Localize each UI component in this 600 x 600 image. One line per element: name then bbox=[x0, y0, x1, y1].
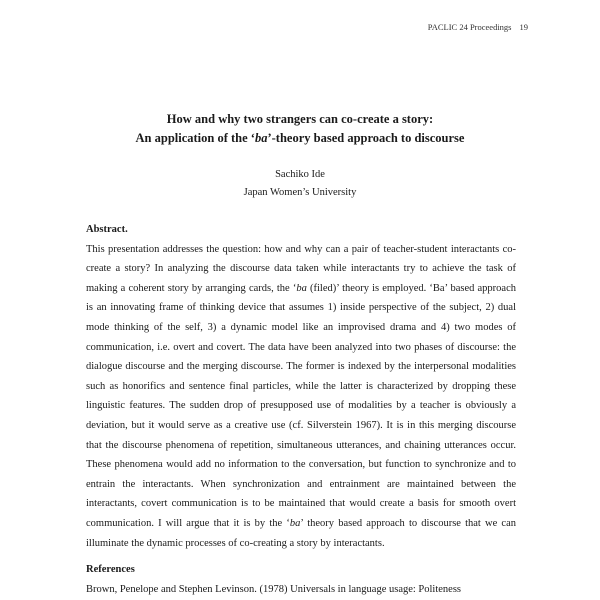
abstract-text-1: This presentation addresses the question: how and why can a pair of teacher-student interactants co-create a story? In analyzing the discourse data taken while interactants try to achieve the task of making a coherent story by arranging cards, the ‘ bbox=[86, 243, 516, 294]
title-line-2-prefix: An application of the ‘ bbox=[135, 131, 255, 145]
page-number: 19 bbox=[519, 22, 528, 32]
author-affiliation: Japan Women’s University bbox=[243, 187, 357, 198]
abstract-text-3: ’ theory based approach to discourse that we can illuminate the dynamic processes of co-creating a story by interactants. bbox=[86, 517, 517, 549]
title-line-2-suffix: ’-theory based approach to discourse bbox=[267, 131, 465, 145]
references-section bbox=[86, 560, 516, 599]
author-block bbox=[0, 166, 600, 202]
abstract-ba-term-2: ba bbox=[289, 517, 301, 529]
title-line-2 bbox=[0, 129, 600, 148]
abstract-ba-term-1: ba bbox=[296, 282, 307, 294]
running-header bbox=[428, 22, 528, 32]
references-heading: References bbox=[86, 564, 135, 575]
title-line-1: How and why two strangers can co-create a story: bbox=[166, 112, 434, 126]
abstract-section bbox=[86, 220, 516, 553]
reference-entry: Brown, Penelope and Stephen Levinson. (1978) Universals in language usage: Politeness bbox=[86, 583, 462, 595]
abstract-heading: Abstract. bbox=[86, 224, 128, 235]
author-name: Sachiko Ide bbox=[275, 169, 325, 180]
paper-title bbox=[0, 110, 600, 148]
abstract-body bbox=[86, 240, 516, 554]
proceedings-name: PACLIC 24 Proceedings bbox=[427, 22, 512, 32]
title-ba-term: ba bbox=[254, 131, 268, 145]
abstract-text-2: (filed)’ theory is employed. ‘Ba’ based approach is an innovating frame of thinking device that assumes 1) inside perspective of the subject, 2) dual mode thinking of the self, 3) a dynamic model like an improvised drama and 4) two modes of communication, i.e. overt and covert. The data have been analyzed into two phases of discourse: the dialogue discourse and the merging discourse. The former is indexed by the interpersonal modalities such as honorifics and sentence final particles, while the latter is characterized by dropping these linguistic features. The sudden drop of presupposed use of modalities by a teacher is obviously a deviation, but it would serve as a creative use (cf. Silverstein 1967). It is in this merging discourse that the discourse phenomena of repetition, simultaneous utterances, and chaining utterances occur. These phenomena would add no information to the conversation, but function to synchronize and to entrain the interactants. When synchronization and entrainment are maintained between the interactants, covert communication is to be maintained that would create a basis for smooth overt communication. I will argue that it is by the ‘ bbox=[86, 282, 516, 529]
